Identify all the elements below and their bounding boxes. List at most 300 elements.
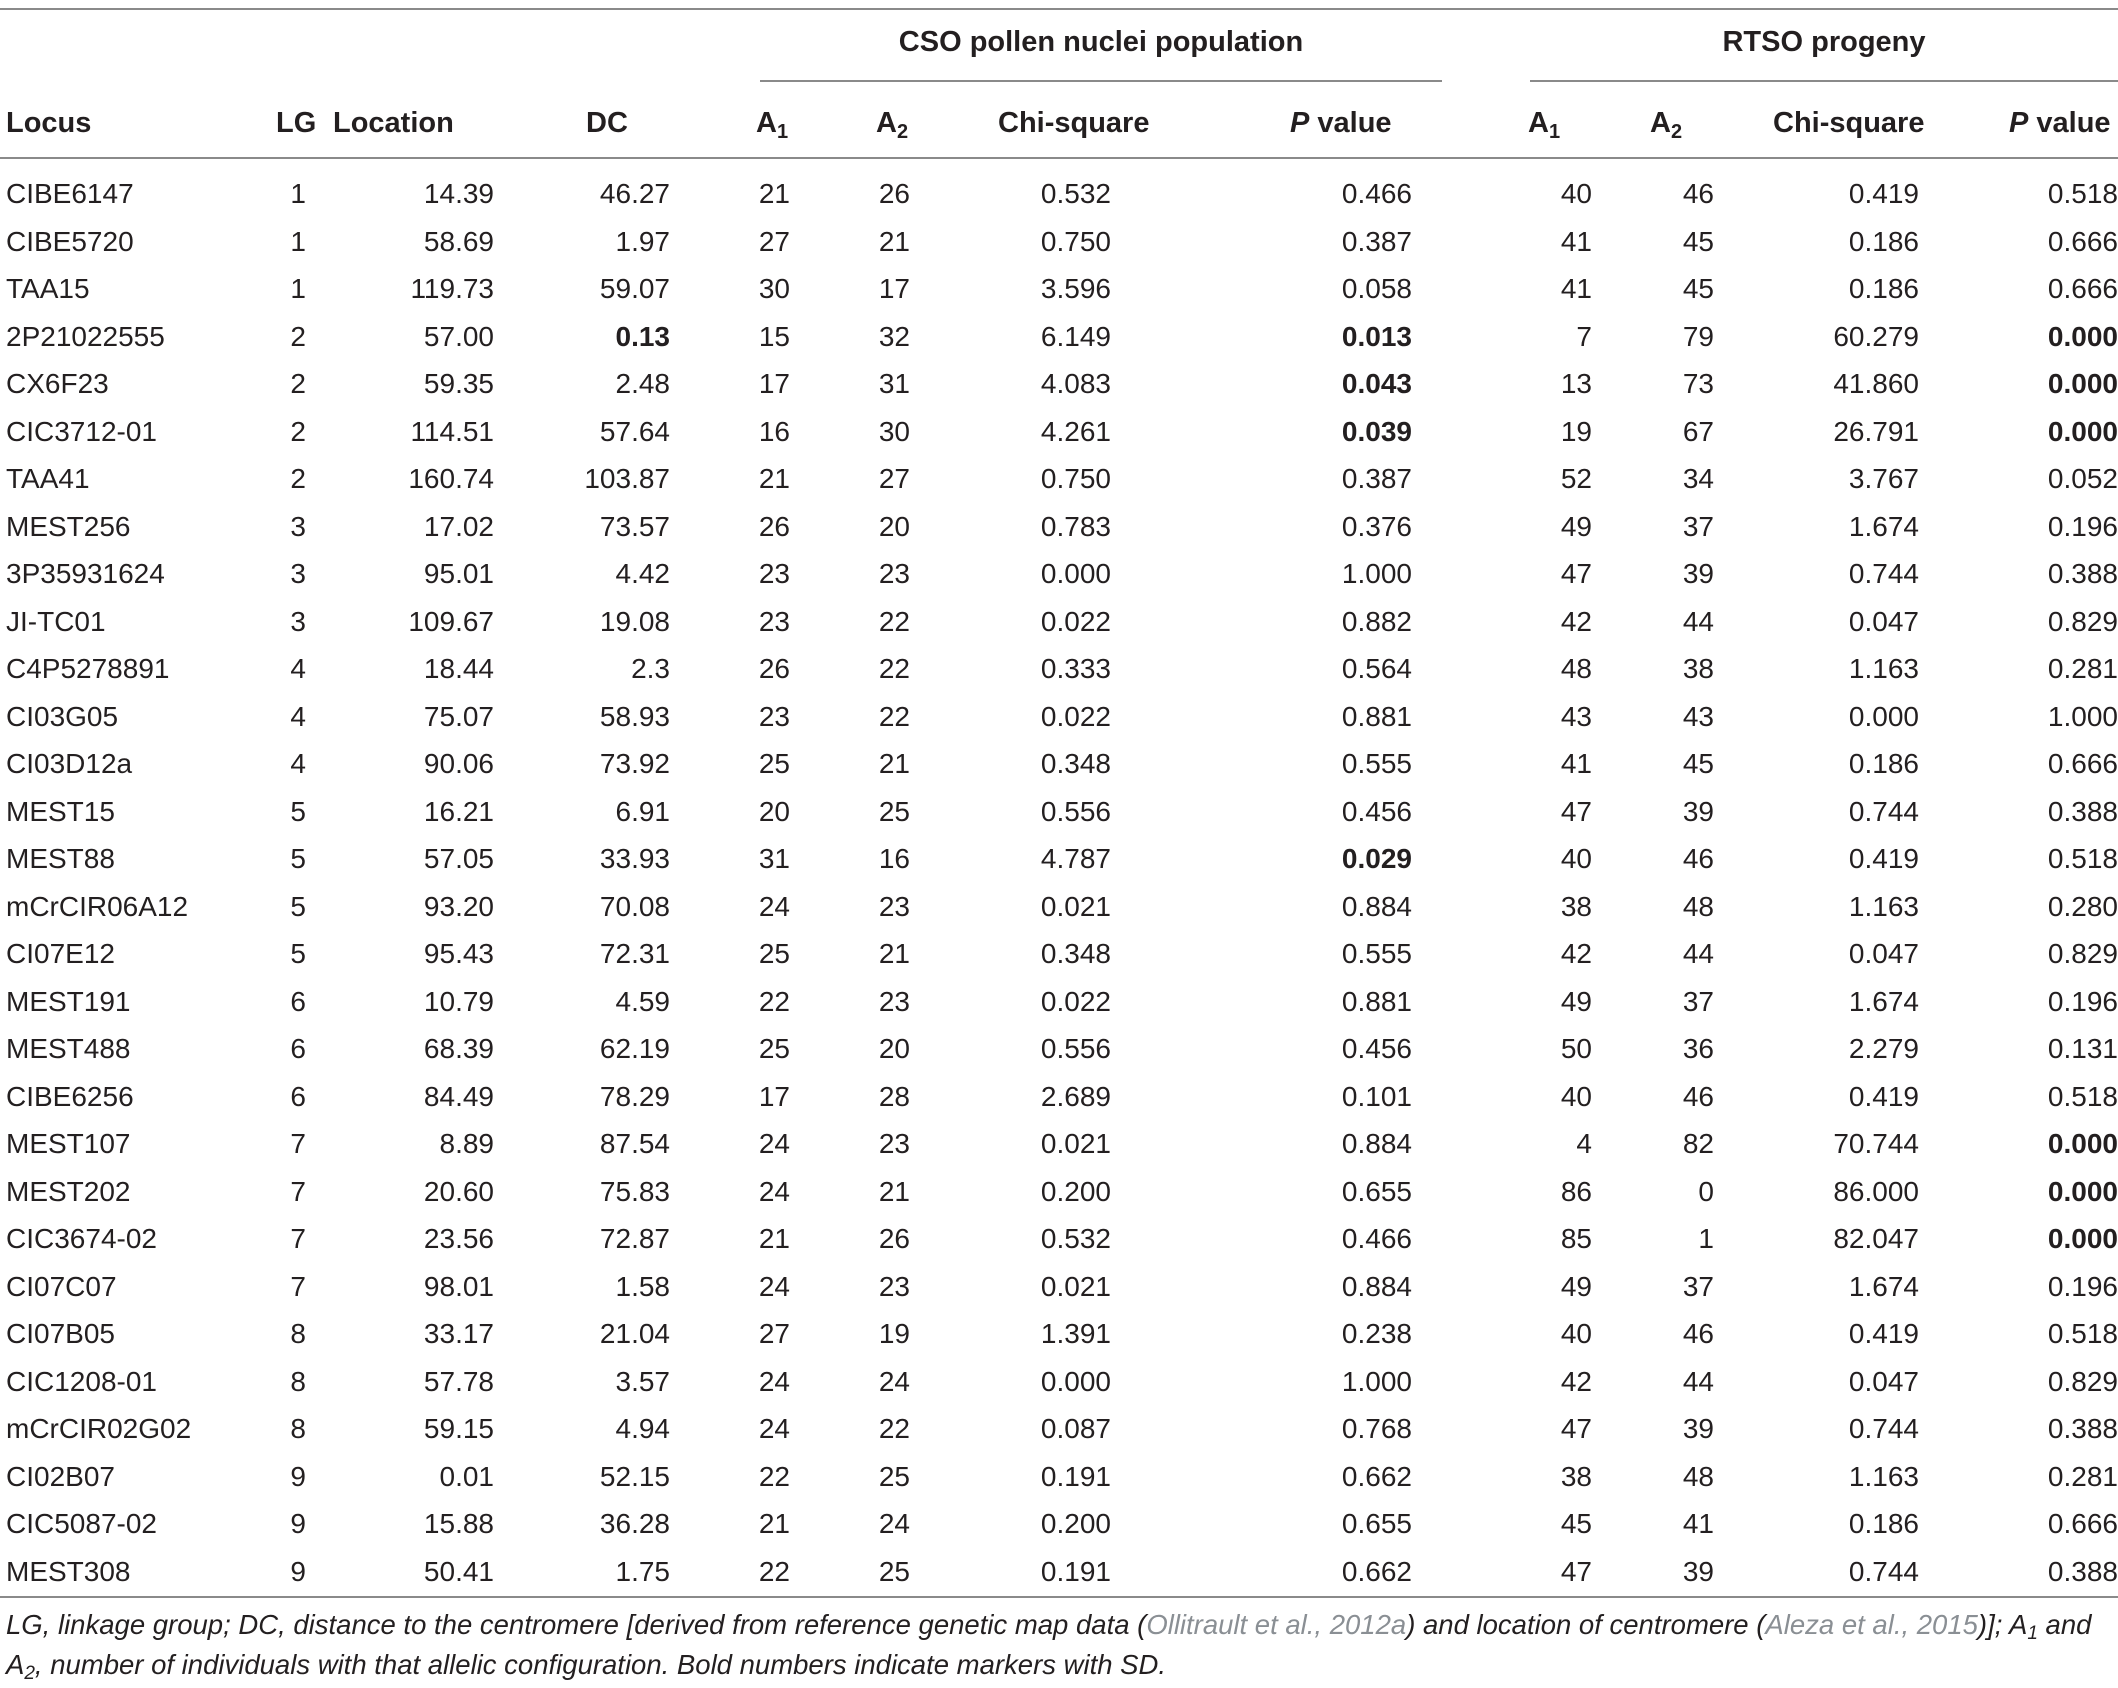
col-header-lg: LG xyxy=(276,107,317,139)
cell-cso-a2: 23 xyxy=(878,1128,910,1159)
cell-cso-a1: 21 xyxy=(758,463,790,494)
cell-rtso-a2: 44 xyxy=(1682,605,1714,637)
cell-rtso-a1: 47 xyxy=(1560,795,1592,827)
table-row xyxy=(0,1120,2118,1168)
cell-cso-a2: 30 xyxy=(878,415,910,447)
cell-cso-chi: 0.021 xyxy=(1040,1270,1111,1302)
cell-locus: MEST308 xyxy=(6,1555,131,1587)
cell-cso-a1: 25 xyxy=(758,748,790,779)
cell-lg: 2 xyxy=(290,320,306,352)
cell-cso-chi: 0.191 xyxy=(1040,1555,1111,1587)
cell-rtso-a1: 7 xyxy=(1576,320,1592,352)
cell-location: 119.73 xyxy=(410,273,494,304)
cell-cso-a2: 25 xyxy=(878,795,910,827)
cell-lg: 6 xyxy=(290,1033,306,1064)
cell-locus: CI03G05 xyxy=(6,700,119,732)
cell-rtso-a1: 38 xyxy=(1560,1460,1592,1492)
cell-cso-p: 0.768 xyxy=(1341,1413,1412,1444)
table-row xyxy=(0,1215,2118,1263)
cell-rtso-p: 0.131 xyxy=(2047,1033,2118,1064)
cell-cso-a1: 30 xyxy=(758,273,790,304)
cell-rtso-chi: 1.163 xyxy=(1848,890,1919,922)
cell-rtso-chi: 0.186 xyxy=(1848,225,1919,257)
cell-rtso-chi: 1.674 xyxy=(1848,1270,1919,1302)
table-row xyxy=(0,693,2118,741)
cell-rtso-a1: 19 xyxy=(1560,415,1592,447)
cell-lg: 3 xyxy=(290,510,306,542)
cell-cso-a1: 24 xyxy=(758,1175,790,1207)
cell-cso-a1: 17 xyxy=(758,1080,790,1112)
cell-rtso-a2: 44 xyxy=(1682,938,1714,969)
cell-rtso-p: 0.388 xyxy=(2047,1555,2118,1587)
col-header-rtso-chi: Chi-square xyxy=(1773,107,1925,139)
cell-cso-a2: 26 xyxy=(878,178,910,209)
cell-rtso-a2: 34 xyxy=(1682,463,1714,494)
cell-cso-chi: 0.532 xyxy=(1040,178,1111,209)
cell-cso-a1: 23 xyxy=(758,605,790,637)
col-header-cso-a1: $A_1$ xyxy=(756,107,789,143)
cell-dc: 52.15 xyxy=(599,1460,670,1492)
cell-location: 109.67 xyxy=(408,605,494,637)
table-row xyxy=(0,1025,2118,1073)
cell-cso-p: 0.101 xyxy=(1341,1080,1412,1112)
cell-lg: 7 xyxy=(290,1223,306,1254)
cell-cso-chi: 0.191 xyxy=(1040,1460,1111,1492)
cell-cso-p: 1.000 xyxy=(1341,558,1412,589)
cell-rtso-a2: 46 xyxy=(1682,1080,1714,1112)
cell-rtso-a2: 45 xyxy=(1682,273,1714,304)
cell-cso-chi: 0.200 xyxy=(1040,1508,1111,1539)
cell-rtso-chi: 0.419 xyxy=(1848,843,1919,874)
cell-rtso-p: 1.000 xyxy=(2047,700,2118,732)
cell-rtso-a2: 37 xyxy=(1682,1270,1714,1302)
table-row xyxy=(0,740,2118,788)
cell-dc: 0.13 xyxy=(615,320,670,352)
citation-link-aleza[interactable]: Aleza et al., 2015 xyxy=(1765,1609,1978,1640)
cell-location: 59.35 xyxy=(423,368,494,399)
cell-cso-a1: 20 xyxy=(758,795,790,827)
cell-dc: 70.08 xyxy=(599,890,670,922)
cell-rtso-chi: 0.000 xyxy=(1848,700,1919,732)
cell-cso-p: 0.881 xyxy=(1341,700,1412,732)
cell-cso-a2: 27 xyxy=(878,463,910,494)
cell-locus: CX6F23 xyxy=(6,368,109,399)
cell-lg: 2 xyxy=(290,368,306,399)
cell-rtso-a2: 79 xyxy=(1682,320,1714,352)
cell-location: 15.88 xyxy=(423,1508,494,1539)
cell-dc: 1.58 xyxy=(615,1270,670,1302)
cell-locus: MEST256 xyxy=(6,510,131,542)
cell-cso-p: 0.655 xyxy=(1341,1175,1412,1207)
cell-cso-a2: 20 xyxy=(878,1033,910,1064)
cell-cso-p: 0.466 xyxy=(1341,1223,1412,1254)
cell-cso-a1: 25 xyxy=(758,938,790,969)
cell-cso-p: 0.456 xyxy=(1341,1033,1412,1064)
cell-cso-a2: 31 xyxy=(878,368,910,399)
cell-rtso-a2: 46 xyxy=(1682,178,1714,209)
cell-cso-chi: 4.787 xyxy=(1040,843,1111,874)
cell-cso-a1: 24 xyxy=(758,1270,790,1302)
cell-rtso-chi: 0.419 xyxy=(1848,1080,1919,1112)
cell-rtso-p: 0.000 xyxy=(2047,1175,2118,1207)
cell-cso-a2: 22 xyxy=(878,653,910,684)
cell-rtso-chi: 1.674 xyxy=(1848,510,1919,542)
cell-cso-a1: 22 xyxy=(758,985,790,1017)
cell-rtso-p: 0.000 xyxy=(2047,1128,2118,1159)
cell-rtso-p: 0.666 xyxy=(2047,1508,2118,1539)
cell-dc: 3.57 xyxy=(615,1365,670,1397)
cell-cso-chi: 0.021 xyxy=(1040,1128,1111,1159)
col-header-rtso-a1: $A_1$ xyxy=(1528,107,1561,143)
cell-rtso-chi: 1.163 xyxy=(1848,653,1919,684)
cell-cso-p: 0.555 xyxy=(1341,938,1412,969)
cell-cso-a1: 25 xyxy=(758,1033,790,1064)
cell-cso-a1: 16 xyxy=(758,415,790,447)
cell-cso-a1: 21 xyxy=(758,178,790,209)
cell-rtso-a2: 48 xyxy=(1682,890,1714,922)
cell-dc: 62.19 xyxy=(599,1033,670,1064)
cell-locus: MEST88 xyxy=(6,843,115,874)
cell-rtso-p: 0.829 xyxy=(2047,605,2118,637)
cell-location: 14.39 xyxy=(423,178,494,209)
table-row xyxy=(0,598,2118,646)
cell-cso-chi: 4.261 xyxy=(1040,415,1111,447)
cell-cso-a2: 23 xyxy=(878,985,910,1017)
cell-cso-a2: 16 xyxy=(878,843,910,874)
cell-location: 57.05 xyxy=(423,843,494,874)
cell-rtso-chi: 0.419 xyxy=(1848,1318,1919,1349)
cell-lg: 1 xyxy=(290,225,306,257)
cell-rtso-p: 0.388 xyxy=(2047,795,2118,827)
cell-dc: 4.42 xyxy=(615,558,670,589)
cell-rtso-a1: 52 xyxy=(1560,463,1592,494)
cell-cso-chi: 0.000 xyxy=(1040,1365,1111,1397)
cell-rtso-chi: 0.419 xyxy=(1848,178,1919,209)
cell-rtso-a2: 46 xyxy=(1682,1318,1714,1349)
cell-cso-chi: 0.750 xyxy=(1040,463,1111,494)
cell-cso-p: 0.564 xyxy=(1341,653,1412,684)
cell-rtso-a2: 82 xyxy=(1682,1128,1714,1159)
cell-rtso-p: 0.000 xyxy=(2047,415,2118,447)
cell-cso-chi: 0.022 xyxy=(1040,700,1111,732)
cell-lg: 9 xyxy=(290,1555,306,1587)
cell-rtso-p: 0.000 xyxy=(2047,1223,2118,1254)
cell-dc: 46.27 xyxy=(599,178,670,209)
cell-location: 90.06 xyxy=(423,748,494,779)
cell-location: 50.41 xyxy=(423,1555,494,1587)
cell-cso-a1: 21 xyxy=(758,1508,790,1539)
cell-dc: 103.87 xyxy=(584,463,670,494)
cell-locus: CIC3712-01 xyxy=(6,415,157,447)
table-row xyxy=(0,1168,2118,1216)
cell-lg: 7 xyxy=(290,1128,306,1159)
cell-rtso-a1: 49 xyxy=(1560,1270,1592,1302)
cell-lg: 1 xyxy=(290,178,306,209)
cell-location: 98.01 xyxy=(423,1270,494,1302)
cell-cso-chi: 0.087 xyxy=(1040,1413,1111,1444)
cell-rtso-chi: 0.186 xyxy=(1848,1508,1919,1539)
table-bottom-rule xyxy=(0,1596,2118,1598)
cell-rtso-p: 0.829 xyxy=(2047,1365,2118,1397)
cell-rtso-p: 0.196 xyxy=(2047,1270,2118,1302)
cell-cso-p: 0.555 xyxy=(1341,748,1412,779)
cell-rtso-a1: 40 xyxy=(1560,1318,1592,1349)
cell-rtso-chi: 86.000 xyxy=(1833,1175,1919,1207)
cell-rtso-a2: 36 xyxy=(1682,1033,1714,1064)
citation-link-ollitrault[interactable]: Ollitrault et al., 2012a xyxy=(1146,1609,1407,1640)
cell-cso-a1: 22 xyxy=(758,1460,790,1492)
cell-rtso-chi: 41.860 xyxy=(1833,368,1919,399)
table-row xyxy=(0,1453,2118,1501)
cell-rtso-p: 0.281 xyxy=(2047,1460,2118,1492)
cell-rtso-chi: 2.279 xyxy=(1848,1033,1919,1064)
cell-rtso-chi: 0.047 xyxy=(1848,605,1919,637)
cell-lg: 7 xyxy=(290,1270,306,1302)
cell-rtso-p: 0.518 xyxy=(2047,1318,2118,1349)
cell-cso-a2: 21 xyxy=(878,748,910,779)
cell-cso-chi: 2.689 xyxy=(1040,1080,1111,1112)
cell-location: 95.01 xyxy=(423,558,494,589)
cell-dc: 75.83 xyxy=(599,1175,670,1207)
table-row xyxy=(0,930,2118,978)
cell-location: 23.56 xyxy=(423,1223,494,1254)
table-row xyxy=(0,360,2118,408)
cell-cso-p: 0.387 xyxy=(1341,463,1412,494)
cell-rtso-chi: 70.744 xyxy=(1833,1128,1919,1159)
cell-rtso-p: 0.196 xyxy=(2047,510,2118,542)
cell-location: 33.17 xyxy=(423,1318,494,1349)
cell-cso-a1: 26 xyxy=(758,510,790,542)
cell-rtso-p: 0.052 xyxy=(2047,463,2118,494)
cell-rtso-a1: 41 xyxy=(1560,748,1592,779)
cell-cso-a2: 20 xyxy=(878,510,910,542)
cell-lg: 8 xyxy=(290,1413,306,1444)
col-header-rtso-p: P value xyxy=(2009,107,2111,139)
cell-rtso-chi: 0.186 xyxy=(1848,748,1919,779)
cell-rtso-chi: 1.163 xyxy=(1848,1460,1919,1492)
cell-cso-a1: 15 xyxy=(758,320,790,352)
cell-rtso-p: 0.518 xyxy=(2047,1080,2118,1112)
cell-rtso-a2: 67 xyxy=(1682,415,1714,447)
cell-location: 95.43 xyxy=(423,938,494,969)
cell-lg: 4 xyxy=(290,653,306,684)
cell-rtso-p: 0.280 xyxy=(2047,890,2118,922)
header-bottom-rule xyxy=(0,157,2118,159)
cell-cso-a1: 31 xyxy=(758,843,790,874)
cell-rtso-chi: 0.047 xyxy=(1848,1365,1919,1397)
cell-cso-a1: 26 xyxy=(758,653,790,684)
cell-dc: 21.04 xyxy=(599,1318,670,1349)
cell-cso-chi: 0.556 xyxy=(1040,1033,1111,1064)
cell-rtso-p: 0.281 xyxy=(2047,653,2118,684)
cell-rtso-p: 0.829 xyxy=(2047,938,2118,969)
cell-cso-chi: 0.348 xyxy=(1040,748,1111,779)
table-row xyxy=(0,455,2118,503)
cell-cso-a2: 21 xyxy=(878,938,910,969)
table-footnote: LG, linkage group; DC, distance to the centromere [derived from reference genetic map data (Ollitrault et al., 2012a) and location of centromere (Aleza et al., 2015)]; $A_1$ and $A_2$, number of individuals with that allelic configuration. Bold numbers indicate markers with SD. xyxy=(6,1609,2092,1684)
cell-cso-chi: 4.083 xyxy=(1040,368,1111,399)
cell-location: 18.44 xyxy=(423,653,494,684)
cell-rtso-p: 0.518 xyxy=(2047,843,2118,874)
cell-cso-a1: 27 xyxy=(758,1318,790,1349)
col-header-cso-p: P value xyxy=(1290,107,1392,139)
cell-location: 57.78 xyxy=(423,1365,494,1397)
cell-lg: 2 xyxy=(290,415,306,447)
cell-locus: CI07E12 xyxy=(6,938,115,969)
rtso-group-header: RTSO progeny xyxy=(1722,26,1926,58)
cell-rtso-a2: 41 xyxy=(1682,1508,1714,1539)
cell-cso-p: 0.655 xyxy=(1341,1508,1412,1539)
cell-rtso-a1: 38 xyxy=(1560,890,1592,922)
cell-cso-chi: 0.200 xyxy=(1040,1175,1111,1207)
cell-dc: 2.3 xyxy=(631,653,670,684)
cell-dc: 6.91 xyxy=(615,795,670,827)
cell-cso-p: 0.058 xyxy=(1341,273,1412,304)
cell-rtso-a1: 45 xyxy=(1560,1508,1592,1539)
cell-rtso-a1: 47 xyxy=(1560,1555,1592,1587)
cell-location: 58.69 xyxy=(423,225,494,257)
cell-dc: 59.07 xyxy=(599,273,670,304)
cell-cso-a1: 22 xyxy=(758,1555,790,1587)
cell-dc: 78.29 xyxy=(599,1080,670,1112)
cell-cso-a2: 22 xyxy=(878,700,910,732)
cell-cso-chi: 0.348 xyxy=(1040,938,1111,969)
cell-locus: TAA15 xyxy=(6,273,90,304)
cell-rtso-chi: 0.744 xyxy=(1848,1555,1919,1587)
cell-cso-a2: 32 xyxy=(878,320,910,352)
cell-dc: 57.64 xyxy=(599,415,670,447)
cell-rtso-a1: 41 xyxy=(1560,273,1592,304)
cell-cso-chi: 0.750 xyxy=(1040,225,1111,257)
cell-rtso-a2: 45 xyxy=(1682,748,1714,779)
cell-cso-p: 0.662 xyxy=(1341,1555,1412,1587)
cell-lg: 2 xyxy=(290,463,306,494)
cell-cso-a2: 24 xyxy=(878,1508,910,1539)
cell-dc: 4.94 xyxy=(615,1413,670,1444)
cell-rtso-a1: 86 xyxy=(1560,1175,1592,1207)
cell-rtso-chi: 1.674 xyxy=(1848,985,1919,1017)
cell-cso-a2: 26 xyxy=(878,1223,910,1254)
cell-cso-a2: 19 xyxy=(878,1318,910,1349)
table-row xyxy=(0,170,2118,218)
table-row xyxy=(0,1310,2118,1358)
cell-rtso-a2: 0 xyxy=(1698,1175,1714,1207)
cell-lg: 6 xyxy=(290,985,306,1017)
cell-rtso-chi: 3.767 xyxy=(1848,463,1919,494)
cso-group-header: CSO pollen nuclei population xyxy=(898,26,1304,58)
cell-cso-chi: 6.149 xyxy=(1040,320,1111,352)
cell-rtso-a1: 49 xyxy=(1560,985,1592,1017)
rtso-group-rule xyxy=(1530,80,2118,82)
cell-location: 68.39 xyxy=(423,1033,494,1064)
cell-cso-p: 0.043 xyxy=(1341,368,1412,399)
cell-location: 0.01 xyxy=(439,1460,494,1492)
cell-rtso-a2: 37 xyxy=(1682,510,1714,542)
cell-locus: mCrCIR02G02 xyxy=(6,1413,192,1444)
table-row xyxy=(0,788,2118,836)
cell-cso-chi: 0.333 xyxy=(1040,653,1111,684)
cell-rtso-a1: 85 xyxy=(1560,1223,1592,1254)
cell-location: 114.51 xyxy=(410,415,494,447)
cell-dc: 58.93 xyxy=(599,700,670,732)
cell-dc: 1.75 xyxy=(615,1555,670,1587)
cell-cso-p: 0.882 xyxy=(1341,605,1412,637)
cell-locus: MEST191 xyxy=(6,985,131,1017)
cell-rtso-chi: 26.791 xyxy=(1833,415,1919,447)
cell-lg: 5 xyxy=(290,795,306,827)
cell-cso-a1: 24 xyxy=(758,1413,790,1444)
cell-rtso-a2: 37 xyxy=(1682,985,1714,1017)
cell-cso-p: 0.238 xyxy=(1341,1318,1412,1349)
cell-cso-a1: 21 xyxy=(758,1223,790,1254)
cell-cso-p: 0.884 xyxy=(1341,1270,1412,1302)
cell-cso-a2: 25 xyxy=(878,1460,910,1492)
cell-rtso-p: 0.388 xyxy=(2047,558,2118,589)
cell-rtso-a2: 1 xyxy=(1698,1223,1714,1254)
cell-cso-p: 0.456 xyxy=(1341,795,1412,827)
cell-location: 16.21 xyxy=(423,795,494,827)
cell-locus: mCrCIR06A12 xyxy=(6,890,189,922)
col-header-dc: DC xyxy=(586,107,628,139)
cell-rtso-a1: 50 xyxy=(1560,1033,1592,1064)
cell-lg: 6 xyxy=(290,1080,306,1112)
cell-cso-a1: 24 xyxy=(758,890,790,922)
cell-lg: 5 xyxy=(290,843,306,874)
table-row xyxy=(0,503,2118,551)
col-header-rtso-a2: $A_2$ xyxy=(1650,107,1683,143)
cell-lg: 8 xyxy=(290,1318,306,1349)
cell-rtso-p: 0.388 xyxy=(2047,1413,2118,1444)
cell-cso-a2: 23 xyxy=(878,890,910,922)
cell-cso-p: 1.000 xyxy=(1341,1365,1412,1397)
col-header-cso-a2: $A_2$ xyxy=(876,107,909,143)
cell-location: 59.15 xyxy=(423,1413,494,1444)
cell-cso-a2: 21 xyxy=(878,1175,910,1207)
cell-locus: CI07C07 xyxy=(6,1270,117,1302)
cell-rtso-p: 0.666 xyxy=(2047,273,2118,304)
table-row xyxy=(0,883,2118,931)
cell-rtso-a1: 13 xyxy=(1560,368,1592,399)
cell-rtso-a2: 46 xyxy=(1682,843,1714,874)
table-row xyxy=(0,978,2118,1026)
table-row xyxy=(0,408,2118,456)
table-row xyxy=(0,265,2118,313)
cell-cso-a1: 24 xyxy=(758,1365,790,1397)
cell-rtso-a1: 43 xyxy=(1560,700,1592,732)
cell-rtso-p: 0.000 xyxy=(2047,320,2118,352)
cell-cso-a2: 25 xyxy=(878,1555,910,1587)
cell-lg: 5 xyxy=(290,938,306,969)
cell-lg: 3 xyxy=(290,605,306,637)
cell-cso-a2: 21 xyxy=(878,225,910,257)
cell-cso-p: 0.376 xyxy=(1341,510,1412,542)
cell-dc: 19.08 xyxy=(599,605,670,637)
cell-locus: CIBE6147 xyxy=(6,178,134,209)
table-row xyxy=(0,645,2118,693)
cell-cso-a1: 23 xyxy=(758,558,790,589)
cell-location: 160.74 xyxy=(408,463,494,494)
cell-location: 10.79 xyxy=(423,985,494,1017)
cell-rtso-chi: 0.186 xyxy=(1848,273,1919,304)
cell-locus: 2P21022555 xyxy=(6,320,165,352)
cell-locus: CIBE6256 xyxy=(6,1080,134,1112)
cell-rtso-a1: 47 xyxy=(1560,1413,1592,1444)
cell-cso-chi: 0.532 xyxy=(1040,1223,1111,1254)
cell-rtso-a1: 48 xyxy=(1560,653,1592,684)
cell-cso-a2: 24 xyxy=(878,1365,910,1397)
cell-dc: 4.59 xyxy=(615,985,670,1017)
cell-cso-a2: 23 xyxy=(878,558,910,589)
